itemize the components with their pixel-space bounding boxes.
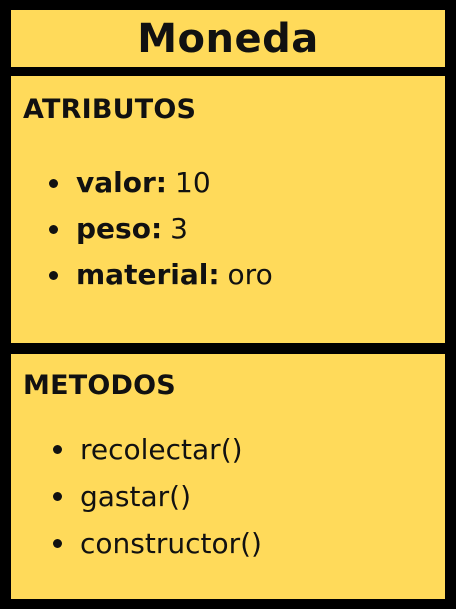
methods-list (53, 426, 262, 567)
method-item (53, 520, 262, 567)
attributes-panel (11, 76, 445, 343)
attribute-separator: : (150, 212, 163, 245)
method-item (53, 473, 262, 520)
attribute-item (49, 160, 273, 206)
attributes-list (49, 160, 273, 298)
attribute-separator: : (155, 166, 167, 199)
attribute-separator: : (208, 258, 220, 291)
attribute-value: oro (227, 258, 273, 291)
attributes-heading: ATRIBUTOS (23, 94, 197, 125)
method-name: gastar() (80, 479, 192, 513)
attribute-value: 10 (175, 166, 211, 199)
attribute-item (49, 252, 273, 298)
attribute-name: material (76, 258, 209, 291)
bullet-icon (49, 271, 58, 280)
bullet-icon (49, 179, 58, 188)
class-name-panel (11, 10, 445, 67)
attribute-item (49, 206, 273, 252)
method-item (53, 426, 262, 473)
class-name: Moneda (137, 15, 319, 62)
bullet-icon (53, 492, 62, 501)
bullet-icon (49, 225, 58, 234)
bullet-icon (53, 539, 62, 548)
methods-heading: METODOS (23, 370, 176, 401)
bullet-icon (53, 445, 62, 454)
methods-panel (11, 354, 445, 599)
attribute-name: peso (76, 212, 151, 245)
method-name: constructor() (80, 526, 262, 560)
method-name: recolectar() (80, 432, 243, 466)
attribute-value: 3 (170, 212, 188, 245)
attribute-name: valor (76, 166, 156, 199)
